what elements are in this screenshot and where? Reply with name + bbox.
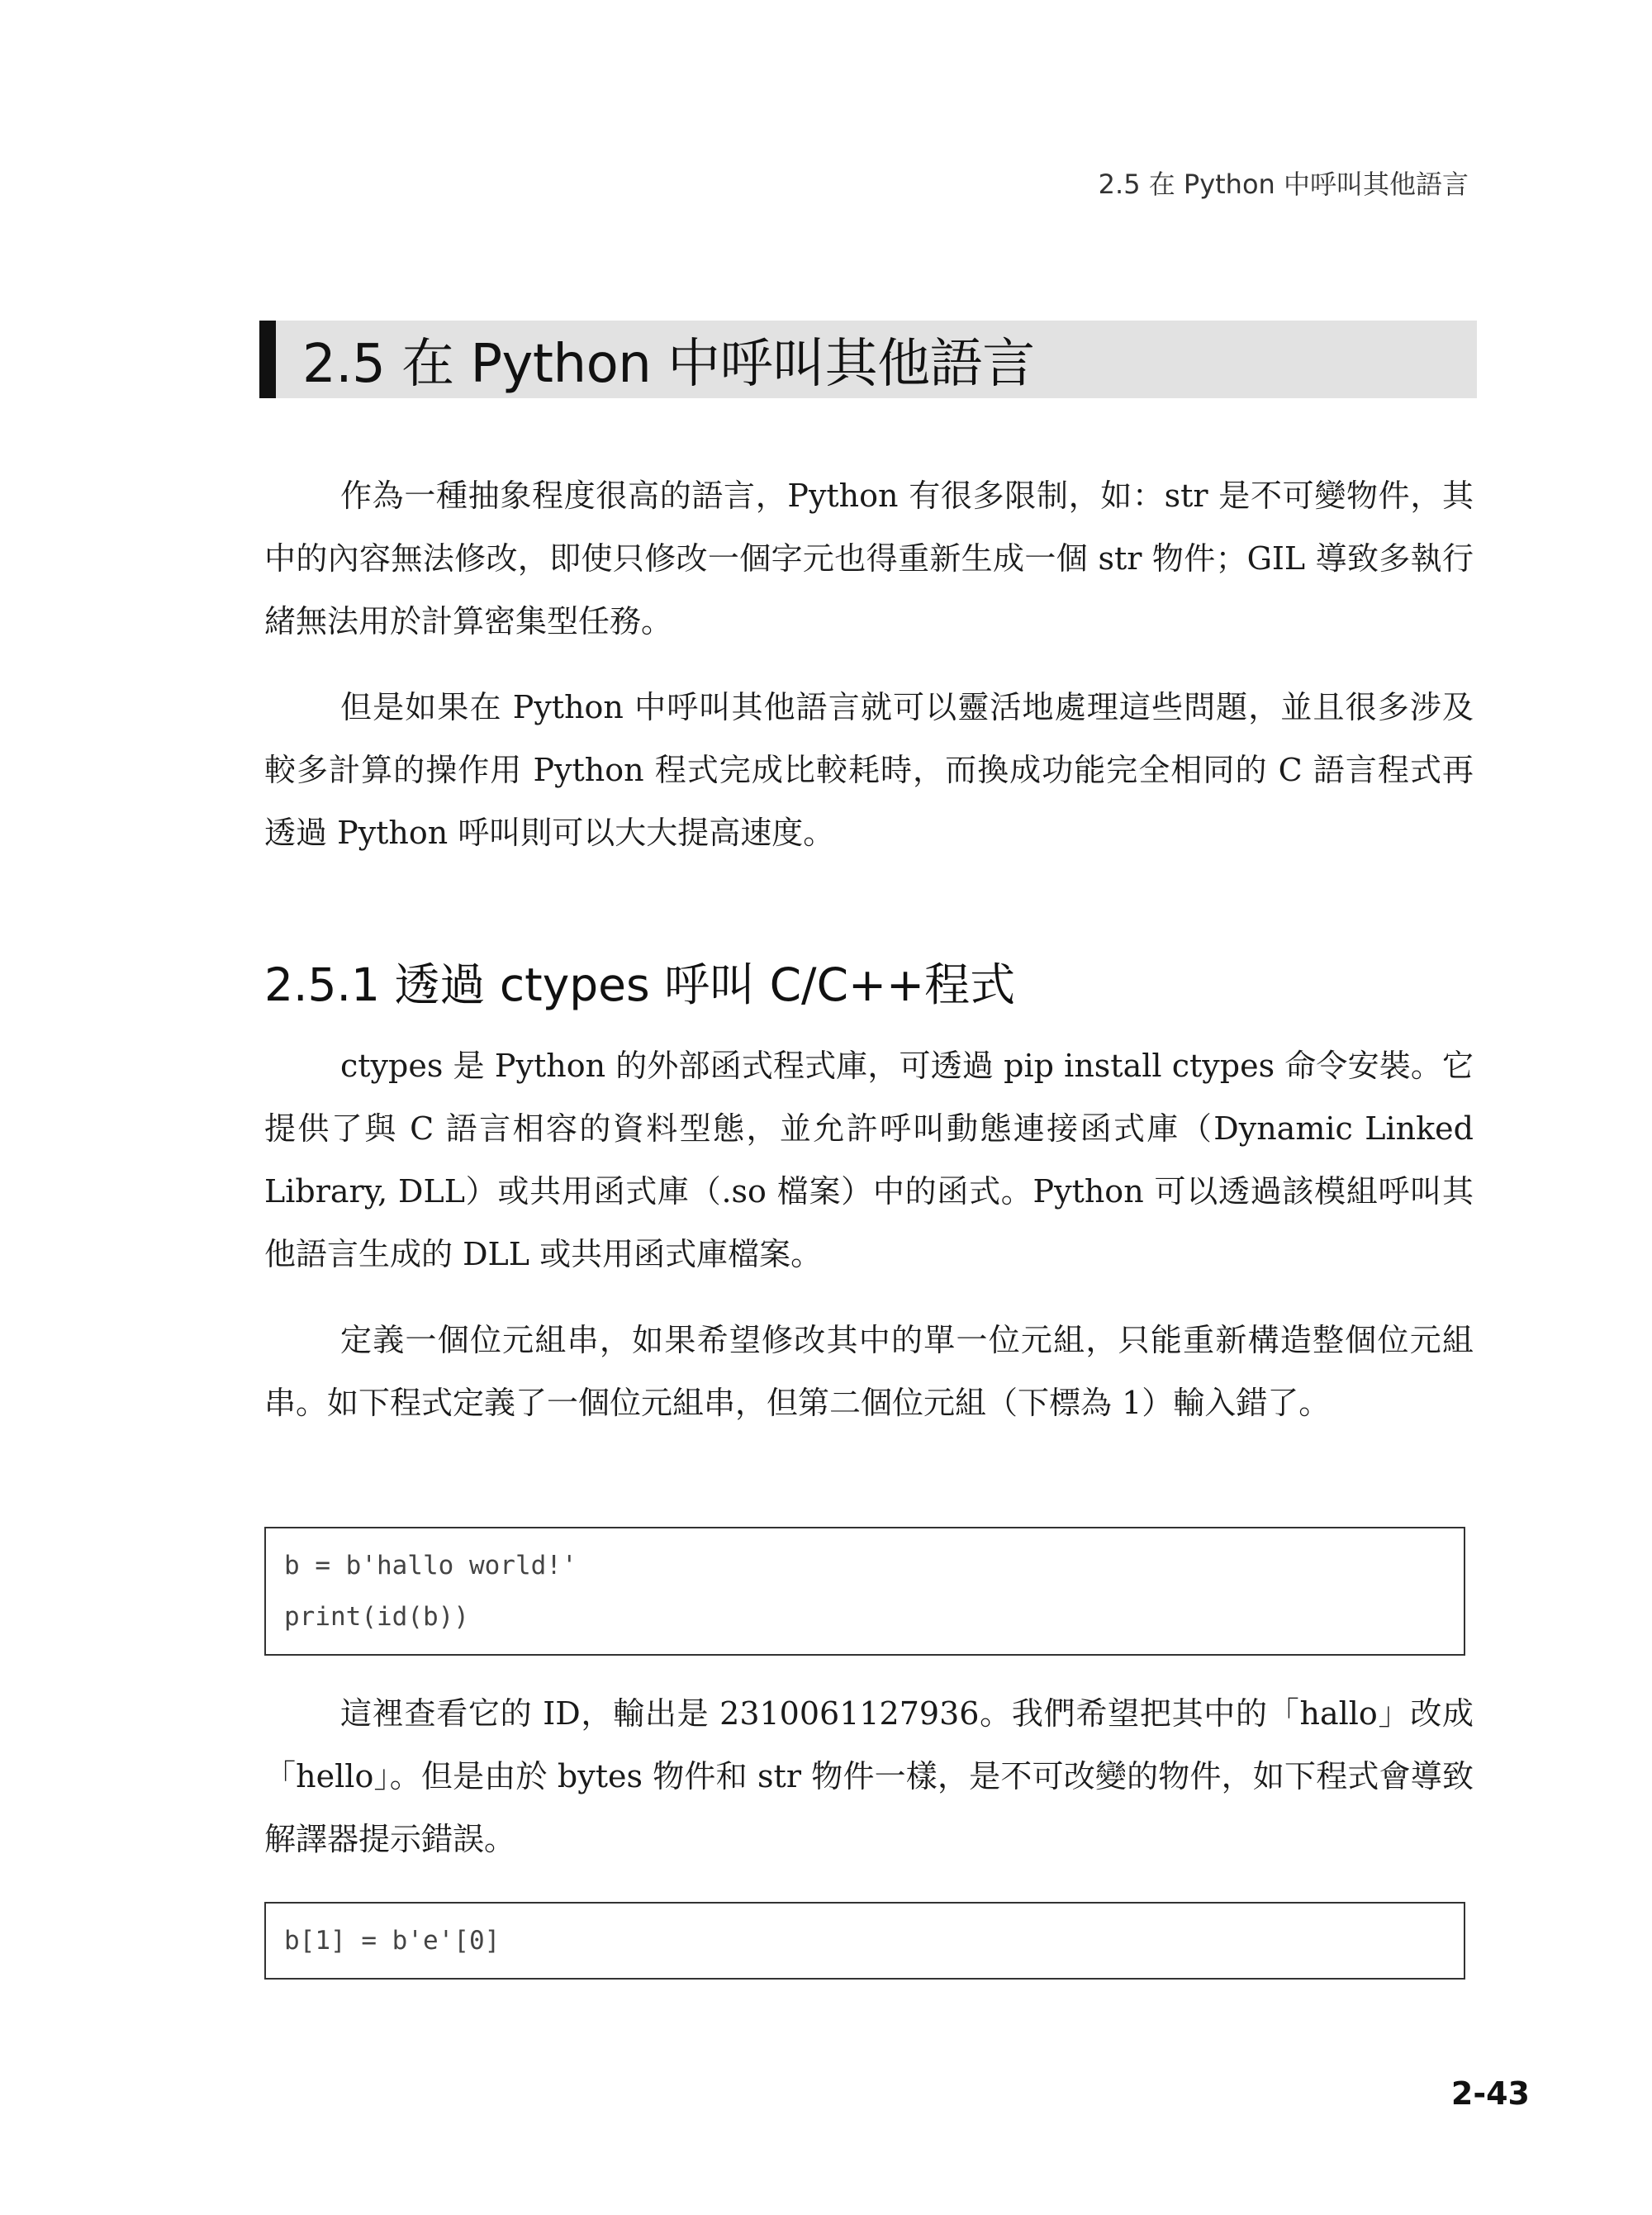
paragraph-intro-2: 但是如果在 Python 中呼叫其他語言就可以靈活地處理這些問題，並且很多涉及較多計算的操作用 Python 程式完成比較耗時，而換成功能完全相同的 C 語言程式再透過 Python 呼叫則可以大大提高速度。 [264,689,1474,851]
page-number: 2-43 [1450,2075,1530,2112]
running-header: 2.5 在 Python 中呼叫其他語言 [1098,169,1469,200]
paragraph-intro-1: 作為一種抽象程度很高的語言，Python 有很多限制，如：str 是不可變物件，其中的內容無法修改，即使只修改一個字元也得重新生成一個 str 物件；GIL 導致多執行緒無法用於計算密集型任務。 [264,478,1474,639]
code-block-2: b[1] = b'e'[0] [264,1902,1465,1980]
code-block-1: b = b'hallo world!' print(id(b)) [264,1527,1465,1656]
subsection-title: 2.5.1 透過 ctypes 呼叫 C/C++程式 [264,958,1016,1011]
paragraph-ctypes-3: 這裡查看它的 ID，輸出是 2310061127936。我們希望把其中的「hallo」改成「hello」。但是由於 bytes 物件和 str 物件一樣，是不可改變的物件，如下程式會導致解譯器提示錯誤。 [264,1695,1474,1857]
section-title: 2.5 在 Python 中呼叫其他語言 [302,334,1035,395]
paragraph-ctypes-1: ctypes 是 Python 的外部函式程式庫，可透過 pip install ctypes 命令安裝。它提供了與 C 語言相容的資料型態，並允許呼叫動態連接函式庫（Dynamic Linked Library, DLL）或共用函式庫（.so 檔案）中的函式。Python 可以透過該模組呼叫其他語言生成的 DLL 或共用函式庫檔案。 [264,1048,1474,1272]
paragraph-ctypes-2: 定義一個位元組串，如果希望修改其中的單一位元組，只能重新構造整個位元組串。如下程式定義了一個位元組串，但第二個位元組（下標為 1）輸入錯了。 [264,1322,1474,1421]
section-heading-bar [259,321,1477,398]
